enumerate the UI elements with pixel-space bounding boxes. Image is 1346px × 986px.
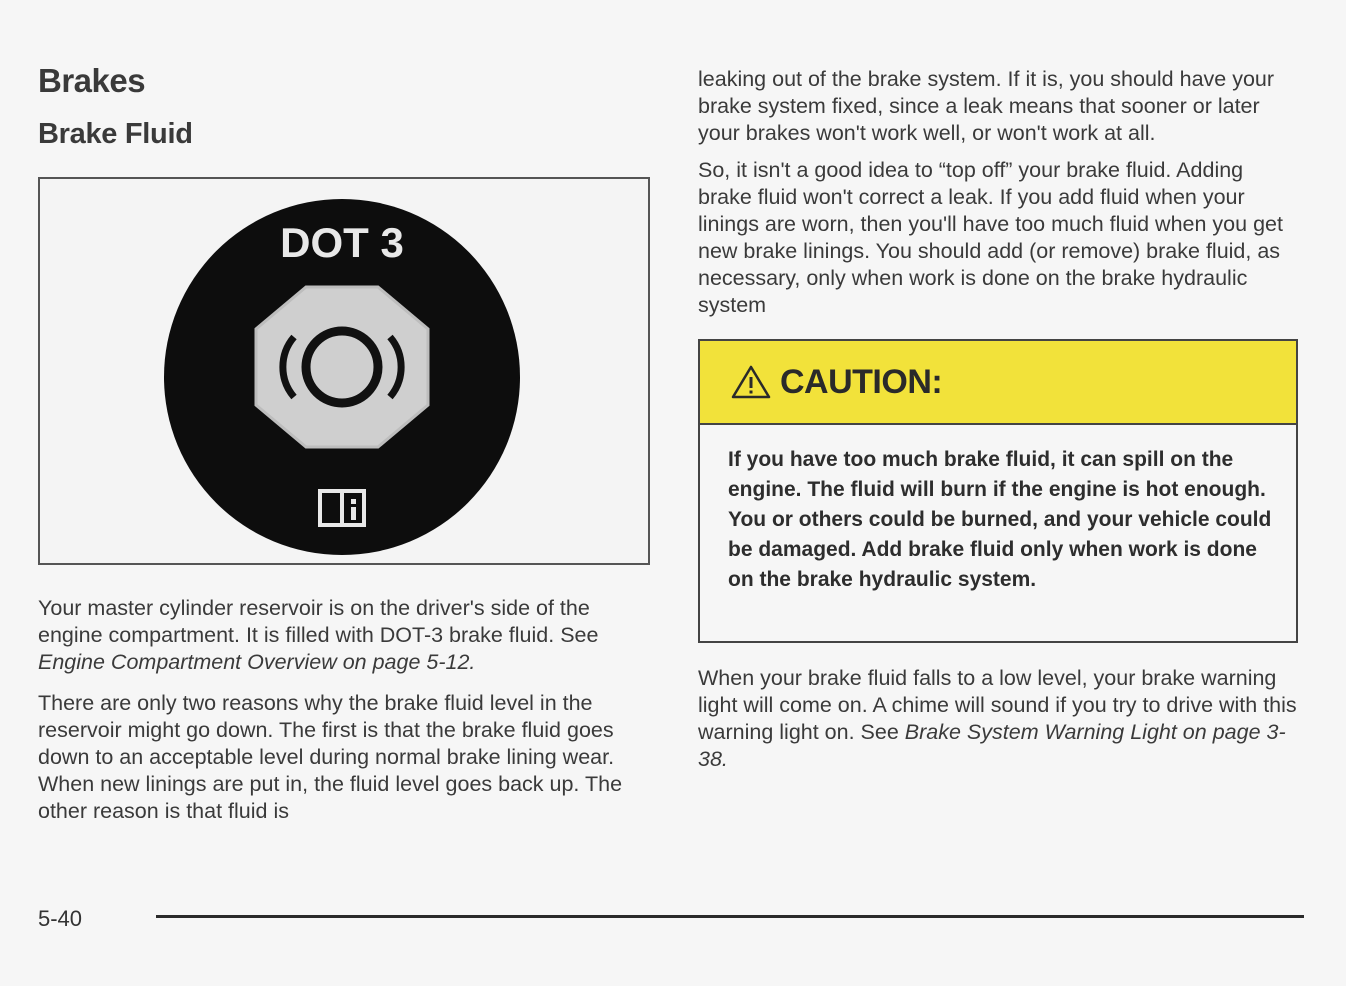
warning-light-paragraph	[698, 665, 1302, 773]
caution-title: CAUTION:	[780, 362, 943, 401]
reservoir-location-paragraph	[38, 595, 650, 676]
top-off-paragraph: So, it isn't a good idea to “top off” your brake fluid. Adding brake fluid won't correct a leak. If you add fluid when your linings are worn, then you'll have too much fluid when you get new brake linings. You should add (or remove) brake fluid, as necessary, only when work is done on the brake hydraulic system	[698, 158, 1283, 317]
section-title: Brakes	[38, 62, 146, 99]
warning-triangle-icon	[730, 364, 772, 400]
caution-box	[698, 339, 1298, 643]
subsection-title: Brake Fluid	[38, 118, 193, 150]
page-footer	[38, 904, 1304, 934]
page-number: 5-40	[38, 906, 83, 931]
fluid-level-paragraph: There are only two reasons why the brake fluid level in the reservoir might go down. The first is that the brake fluid goes down to an acceptable level during normal brake lining wear. When new linings are put in, the fluid level goes back up. The other reason is that fluid is	[38, 691, 623, 823]
reservoir-location-text: Your master cylinder reservoir is on the driver's side of the engine compartment. It is filled with DOT-3 brake fluid. See	[38, 596, 599, 647]
caution-header	[700, 341, 1296, 425]
right-column	[698, 66, 1302, 773]
dot3-label: DOT 3	[280, 219, 404, 266]
engine-compartment-reference: Engine Compartment Overview on page 5-12.	[38, 650, 476, 674]
left-column	[38, 62, 650, 825]
brake-warning-icon	[256, 287, 428, 447]
warning-light-text: When your brake fluid falls to a low level, your brake warning light will come on. A chime will sound if you try to drive with this warning light on. See	[698, 666, 1297, 744]
footer-rule	[156, 915, 1304, 918]
caution-text: If you have too much brake fluid, it can spill on the engine. The fluid will burn if the engine is hot enough. You or others could be burned, and your vehicle could be damaged. Add brake fluid only when work is done on the brake hydraulic system.	[728, 448, 1272, 591]
brake-warning-light-reference: Brake System Warning Light on page 3-38.	[698, 720, 1286, 771]
leak-paragraph: leaking out of the brake system. If it is, you should have your brake system fixed, since a leak means that sooner or later your brakes won't work well, or won't work at all.	[698, 67, 1275, 145]
dot3-cap-illustration	[40, 179, 648, 563]
dot3-figure	[38, 177, 650, 565]
